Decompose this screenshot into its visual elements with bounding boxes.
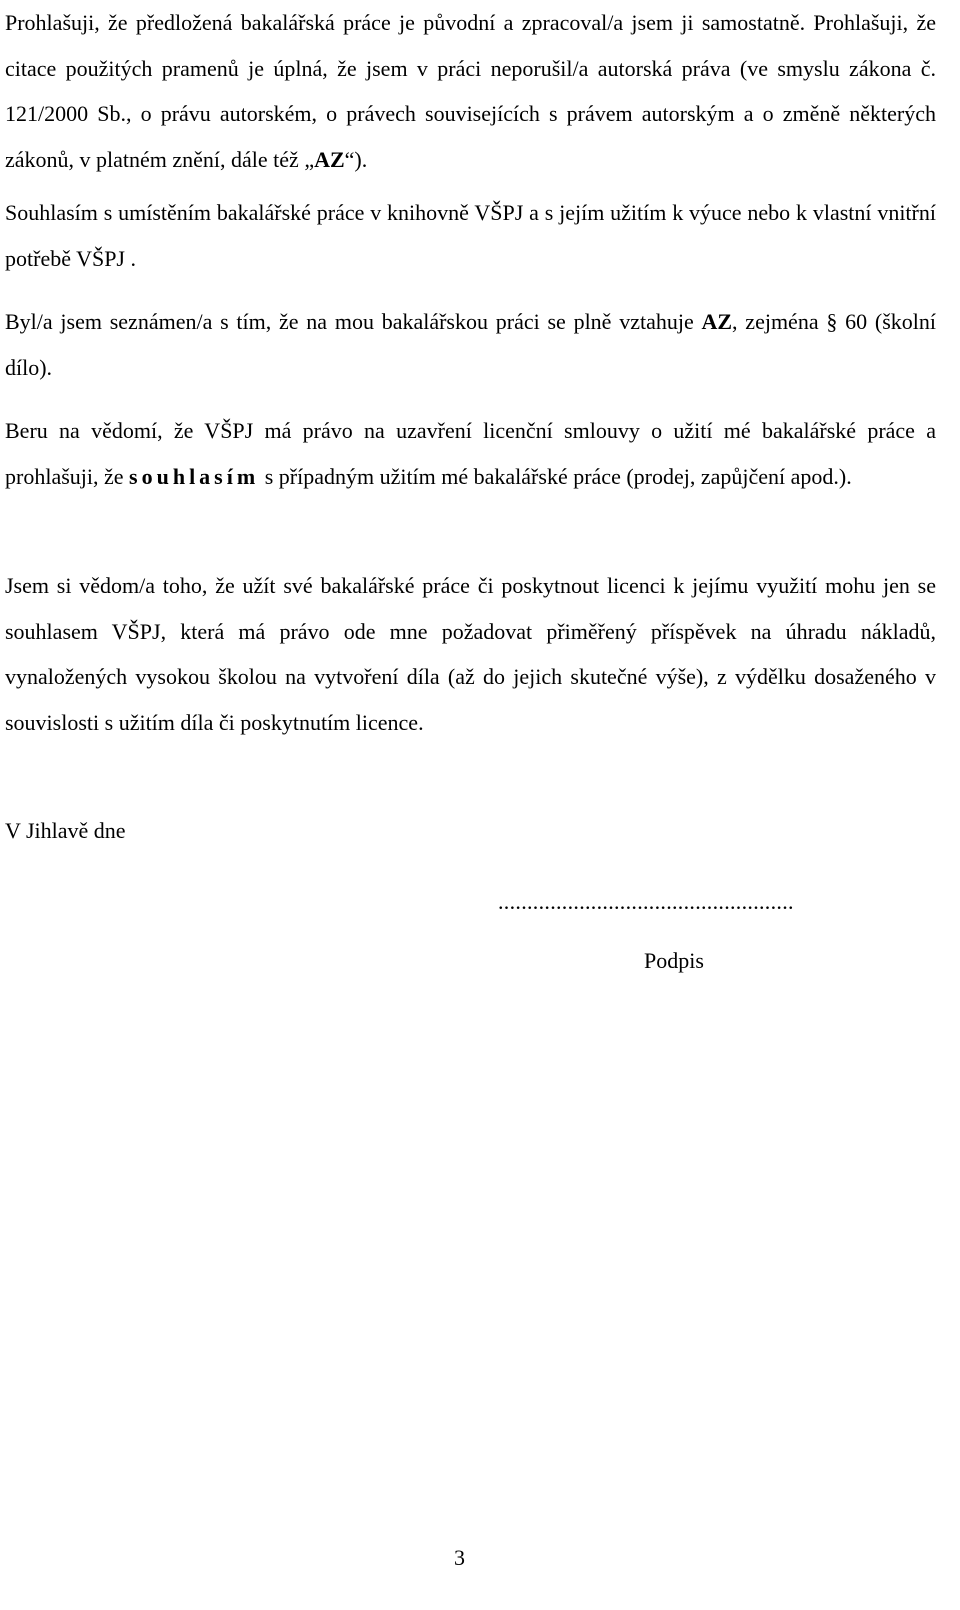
place-date-line: [5, 808, 936, 854]
az-abbreviation: AZ: [701, 309, 733, 334]
declaration-p1-end: “).: [344, 146, 368, 172]
declaration-p1-text: Prohlašuji, že předložená bakalářská práce je původní a zpracoval/a jsem ji samostatně. Prohlašuji, že citace použitých pramenů je úplná, že jsem v práci neporušil/a autorská práva (ve smyslu zákona č. 121/2000 Sb., o právu autorském, o právech souvisejících s právem autorským a o změně některých zákonů, v platném znění, dále též „: [5, 10, 936, 172]
declaration-paragraph-copyright: [5, 299, 936, 390]
page-number: 3: [454, 1545, 465, 1570]
consent-emphasis: souhlasím: [129, 463, 260, 489]
declaration-p4-end: s případným užitím mé bakalářské práce (prodej, zapůjčení apod.).: [259, 463, 852, 489]
place-date-text: V Jihlavě dne: [5, 818, 126, 843]
declaration-paragraph-library: [5, 190, 936, 281]
declaration-p4-text: Beru na vědomí, že VŠPJ má právo na uzavření licenční smlouvy o užití mé bakalářské práce a prohlašuji, že: [5, 418, 936, 489]
declaration-paragraph-originality: [5, 0, 936, 182]
signature-label: Podpis: [644, 948, 704, 973]
az-abbreviation: AZ: [314, 146, 345, 172]
declaration-p5-text: Jsem si vědom/a toho, že užít své bakalářské práce či poskytnout licenci k jejímu využití mohu jen se souhlasem VŠPJ, která má právo ode mne požadovat přiměřený příspěvek na úhradu nákladů, vynaložených vysokou školou na vytvoření díla (až do jejich skutečné výše), z výdělku dosaženého v souvislosti s užitím díla či poskytnutím licence.: [5, 573, 936, 735]
declaration-paragraph-usage: [5, 563, 936, 745]
declaration-p3-end: , zejména § 60 (školní dílo).: [5, 309, 936, 380]
declaration-p3-text: Byl/a jsem seznámen/a s tím, že na mou bakalářskou práci se plně vztahuje: [5, 309, 702, 334]
declaration-paragraph-license: [5, 408, 936, 499]
declaration-p2-text: Souhlasím s umístěním bakalářské práce v knihovně VŠPJ a s jejím užitím k výuce nebo k vlastní vnitřní potřebě VŠPJ .: [5, 200, 936, 271]
signature-line: ...................................................: [498, 889, 794, 914]
